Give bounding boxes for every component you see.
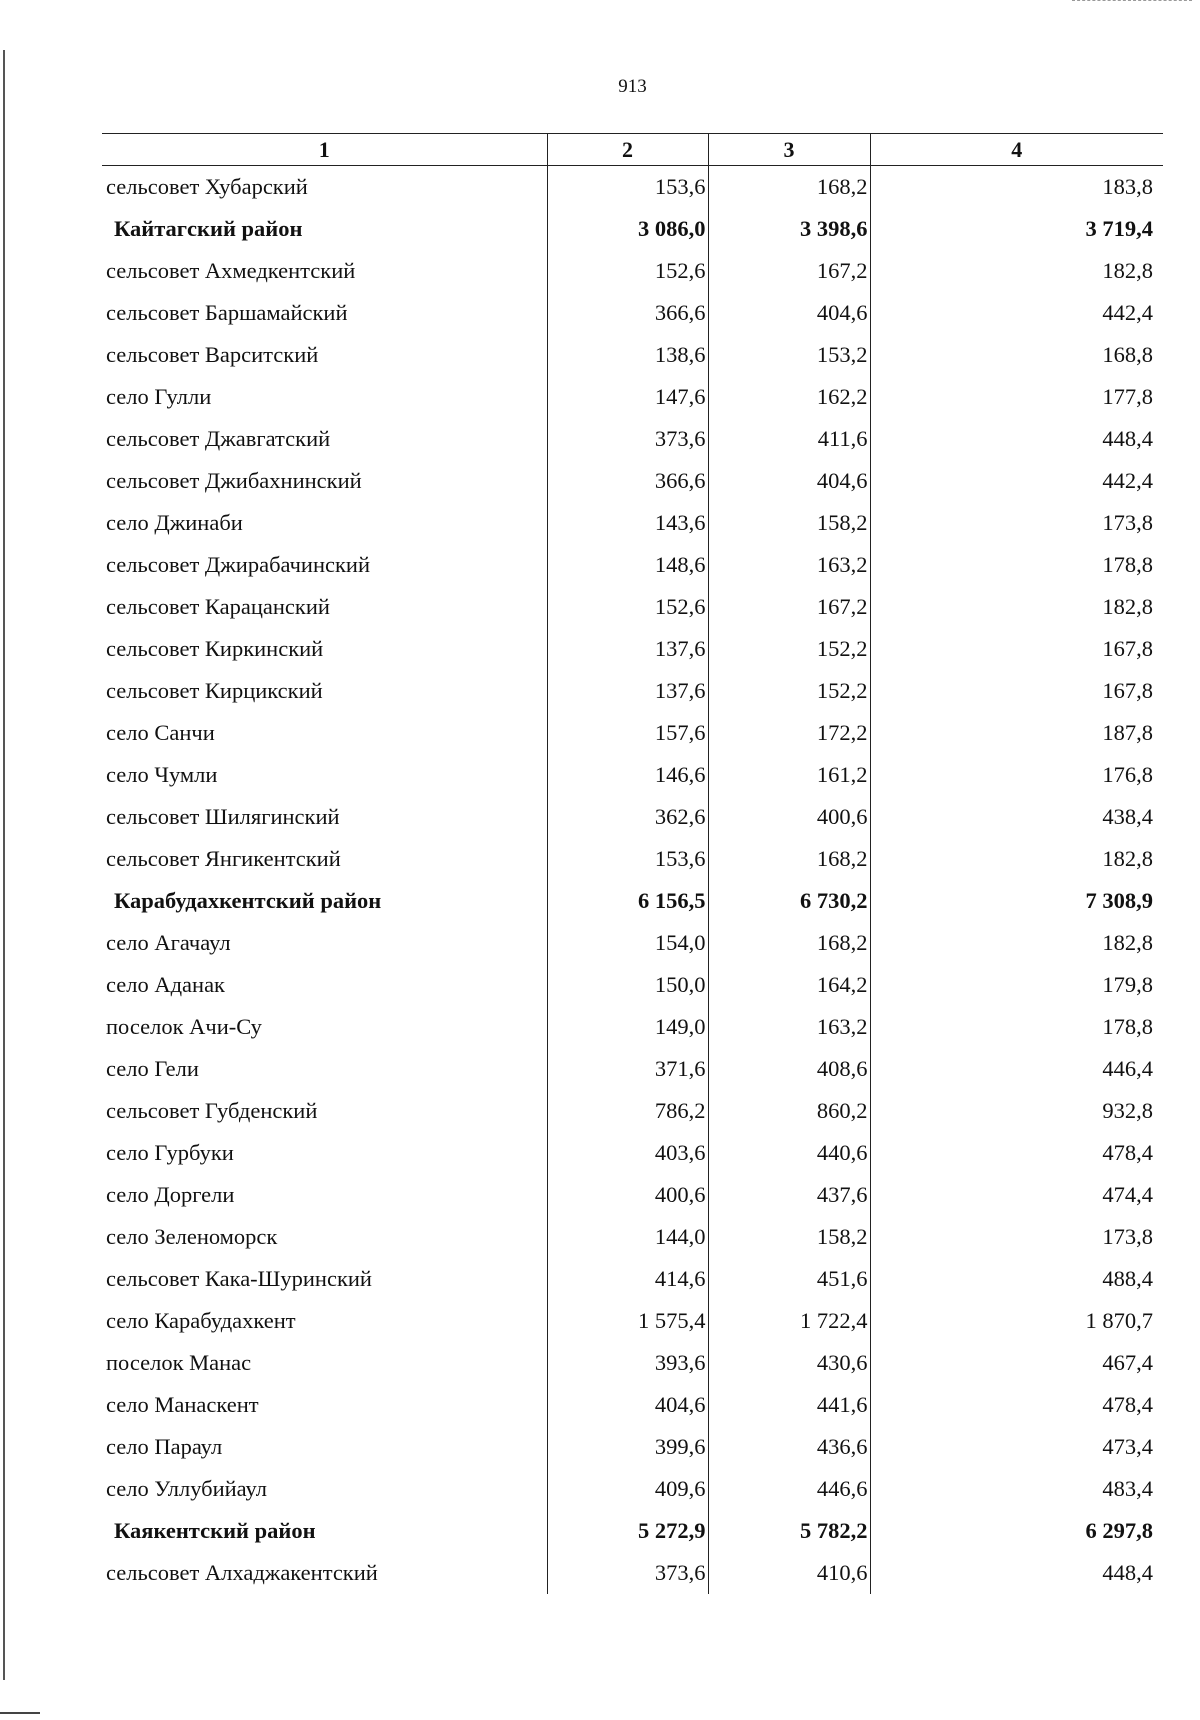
cell-value-3: 408,6 — [708, 1048, 870, 1090]
cell-value-3: 5 782,2 — [708, 1510, 870, 1552]
cell-value-4: 178,8 — [870, 544, 1163, 586]
data-table-container — [102, 133, 1163, 1594]
cell-name: сельсовет Янгикентский — [106, 846, 341, 871]
cell-value-4: 474,4 — [870, 1174, 1163, 1216]
cell-value-2: 152,6 — [547, 586, 708, 628]
column-header-1: 1 — [102, 134, 547, 166]
cell-value-2: 149,0 — [547, 1006, 708, 1048]
cell-value-4: 176,8 — [870, 754, 1163, 796]
cell-value-3: 411,6 — [708, 418, 870, 460]
cell-value-4: 448,4 — [870, 1552, 1163, 1594]
cell-value-2: 403,6 — [547, 1132, 708, 1174]
cell-value-2: 150,0 — [547, 964, 708, 1006]
cell-value-2: 153,6 — [547, 166, 708, 209]
cell-name: сельсовет Шилягинский — [106, 804, 340, 829]
cell-value-2: 137,6 — [547, 628, 708, 670]
cell-value-4: 478,4 — [870, 1132, 1163, 1174]
cell-value-4: 167,8 — [870, 628, 1163, 670]
cell-value-3: 436,6 — [708, 1426, 870, 1468]
cell-name: село Аданак — [106, 972, 225, 997]
table-row — [102, 1300, 1163, 1342]
cell-value-2: 371,6 — [547, 1048, 708, 1090]
cell-name: село Уллубийаул — [106, 1476, 268, 1501]
cell-value-2: 373,6 — [547, 418, 708, 460]
cell-value-2: 144,0 — [547, 1216, 708, 1258]
table-row — [102, 166, 1163, 209]
cell-value-4: 438,4 — [870, 796, 1163, 838]
cell-value-4: 1 870,7 — [870, 1300, 1163, 1342]
cell-value-4: 483,4 — [870, 1468, 1163, 1510]
cell-name: сельсовет Джирабачинский — [106, 552, 371, 577]
cell-name: Каякентский район — [114, 1518, 316, 1543]
cell-value-3: 172,2 — [708, 712, 870, 754]
cell-value-4: 6 297,8 — [870, 1510, 1163, 1552]
cell-value-3: 430,6 — [708, 1342, 870, 1384]
table-row — [102, 628, 1163, 670]
cell-value-4: 183,8 — [870, 166, 1163, 209]
table-row — [102, 1006, 1163, 1048]
cell-name: село Агачаул — [106, 930, 231, 955]
table-row — [102, 544, 1163, 586]
scan-corner-mark — [0, 1712, 40, 1714]
cell-value-4: 448,4 — [870, 418, 1163, 460]
table-row — [102, 670, 1163, 712]
cell-value-4: 932,8 — [870, 1090, 1163, 1132]
cell-value-2: 786,2 — [547, 1090, 708, 1132]
cell-value-2: 152,6 — [547, 250, 708, 292]
cell-name: село Гулли — [106, 384, 212, 409]
cell-name: сельсовет Кирцикский — [106, 678, 323, 703]
cell-value-3: 168,2 — [708, 838, 870, 880]
cell-value-4: 3 719,4 — [870, 208, 1163, 250]
cell-name: поселок Манас — [106, 1350, 252, 1375]
cell-value-2: 366,6 — [547, 460, 708, 502]
cell-value-2: 157,6 — [547, 712, 708, 754]
cell-value-2: 138,6 — [547, 334, 708, 376]
cell-value-2: 147,6 — [547, 376, 708, 418]
district-row — [102, 1510, 1163, 1552]
cell-value-3: 860,2 — [708, 1090, 870, 1132]
cell-value-2: 3 086,0 — [547, 208, 708, 250]
cell-name: Карабудахкентский район — [114, 888, 382, 913]
table-row — [102, 1216, 1163, 1258]
cell-value-2: 143,6 — [547, 502, 708, 544]
table-row — [102, 1174, 1163, 1216]
scan-edge-mark — [1072, 0, 1192, 2]
cell-value-2: 5 272,9 — [547, 1510, 708, 1552]
table-header — [102, 134, 1163, 166]
cell-value-2: 362,6 — [547, 796, 708, 838]
cell-name: село Гели — [106, 1056, 199, 1081]
cell-value-3: 404,6 — [708, 292, 870, 334]
table-row — [102, 796, 1163, 838]
cell-name: сельсовет Киркинский — [106, 636, 324, 661]
cell-value-4: 7 308,9 — [870, 880, 1163, 922]
cell-value-3: 437,6 — [708, 1174, 870, 1216]
cell-value-4: 179,8 — [870, 964, 1163, 1006]
table-row — [102, 922, 1163, 964]
cell-value-3: 158,2 — [708, 502, 870, 544]
cell-value-3: 153,2 — [708, 334, 870, 376]
data-table — [102, 133, 1163, 1594]
cell-value-2: 148,6 — [547, 544, 708, 586]
cell-name: сельсовет Варситский — [106, 342, 319, 367]
table-row — [102, 418, 1163, 460]
cell-name: сельсовет Губденский — [106, 1098, 318, 1123]
cell-name: Кайтагский район — [114, 216, 303, 241]
cell-value-3: 451,6 — [708, 1258, 870, 1300]
cell-value-4: 446,4 — [870, 1048, 1163, 1090]
cell-value-4: 442,4 — [870, 292, 1163, 334]
cell-value-2: 393,6 — [547, 1342, 708, 1384]
cell-value-2: 6 156,5 — [547, 880, 708, 922]
cell-value-3: 163,2 — [708, 544, 870, 586]
cell-value-3: 1 722,4 — [708, 1300, 870, 1342]
cell-value-4: 182,8 — [870, 250, 1163, 292]
cell-value-4: 182,8 — [870, 586, 1163, 628]
cell-value-2: 373,6 — [547, 1552, 708, 1594]
district-row — [102, 880, 1163, 922]
cell-name: село Чумли — [106, 762, 218, 787]
cell-value-3: 152,2 — [708, 670, 870, 712]
cell-value-4: 167,8 — [870, 670, 1163, 712]
cell-value-2: 1 575,4 — [547, 1300, 708, 1342]
cell-value-3: 3 398,6 — [708, 208, 870, 250]
cell-name: село Джинаби — [106, 510, 243, 535]
cell-value-3: 152,2 — [708, 628, 870, 670]
cell-name: сельсовет Алхаджакентский — [106, 1560, 378, 1585]
cell-value-3: 410,6 — [708, 1552, 870, 1594]
cell-name: сельсовет Карацанский — [106, 594, 330, 619]
cell-value-3: 441,6 — [708, 1384, 870, 1426]
cell-value-4: 182,8 — [870, 838, 1163, 880]
cell-name: село Зеленоморск — [106, 1224, 278, 1249]
cell-name: сельсовет Кака-Шуринский — [106, 1266, 372, 1291]
cell-value-3: 167,2 — [708, 586, 870, 628]
cell-value-3: 158,2 — [708, 1216, 870, 1258]
table-row — [102, 1384, 1163, 1426]
cell-value-4: 173,8 — [870, 502, 1163, 544]
page-number: 913 — [618, 76, 647, 97]
table-row — [102, 712, 1163, 754]
table-row — [102, 1132, 1163, 1174]
table-row — [102, 1426, 1163, 1468]
cell-name: село Карабудахкент — [106, 1308, 296, 1333]
cell-name: сельсовет Ахмедкентский — [106, 258, 356, 283]
district-row — [102, 208, 1163, 250]
cell-value-2: 146,6 — [547, 754, 708, 796]
table-row — [102, 1090, 1163, 1132]
table-row — [102, 964, 1163, 1006]
cell-value-3: 400,6 — [708, 796, 870, 838]
cell-value-3: 164,2 — [708, 964, 870, 1006]
cell-value-2: 137,6 — [547, 670, 708, 712]
cell-value-4: 467,4 — [870, 1342, 1163, 1384]
cell-value-4: 173,8 — [870, 1216, 1163, 1258]
table-row — [102, 1048, 1163, 1090]
cell-value-2: 154,0 — [547, 922, 708, 964]
cell-value-4: 178,8 — [870, 1006, 1163, 1048]
table-row — [102, 838, 1163, 880]
table-row — [102, 460, 1163, 502]
cell-name: село Гурбуки — [106, 1140, 234, 1165]
table-row — [102, 292, 1163, 334]
cell-value-2: 153,6 — [547, 838, 708, 880]
cell-value-2: 400,6 — [547, 1174, 708, 1216]
table-row — [102, 754, 1163, 796]
cell-value-2: 409,6 — [547, 1468, 708, 1510]
scan-margin-line — [3, 50, 5, 1680]
table-row — [102, 1468, 1163, 1510]
cell-value-2: 366,6 — [547, 292, 708, 334]
cell-value-4: 442,4 — [870, 460, 1163, 502]
cell-value-3: 161,2 — [708, 754, 870, 796]
cell-name: поселок Ачи-Су — [106, 1014, 262, 1039]
cell-name: село Манаскент — [106, 1392, 259, 1417]
cell-value-4: 187,8 — [870, 712, 1163, 754]
cell-value-3: 440,6 — [708, 1132, 870, 1174]
cell-name: сельсовет Хубарский — [106, 174, 308, 199]
table-row — [102, 1552, 1163, 1594]
cell-value-3: 6 730,2 — [708, 880, 870, 922]
table-body — [102, 166, 1163, 1595]
table-row — [102, 1258, 1163, 1300]
cell-name: село Параул — [106, 1434, 223, 1459]
cell-name: сельсовет Джибахнинский — [106, 468, 362, 493]
column-header-2: 2 — [547, 134, 708, 166]
header-row — [102, 134, 1163, 166]
cell-value-4: 168,8 — [870, 334, 1163, 376]
cell-value-2: 404,6 — [547, 1384, 708, 1426]
cell-value-3: 162,2 — [708, 376, 870, 418]
column-header-3: 3 — [708, 134, 870, 166]
cell-value-3: 163,2 — [708, 1006, 870, 1048]
cell-value-2: 414,6 — [547, 1258, 708, 1300]
cell-value-4: 478,4 — [870, 1384, 1163, 1426]
cell-value-3: 446,6 — [708, 1468, 870, 1510]
table-row — [102, 586, 1163, 628]
cell-value-3: 168,2 — [708, 166, 870, 209]
cell-name: сельсовет Баршамайский — [106, 300, 348, 325]
cell-value-4: 177,8 — [870, 376, 1163, 418]
cell-value-4: 182,8 — [870, 922, 1163, 964]
cell-value-4: 473,4 — [870, 1426, 1163, 1468]
cell-name: село Доргели — [106, 1182, 235, 1207]
cell-name: сельсовет Джавгатский — [106, 426, 331, 451]
table-row — [102, 376, 1163, 418]
cell-value-4: 488,4 — [870, 1258, 1163, 1300]
cell-value-3: 167,2 — [708, 250, 870, 292]
cell-value-3: 404,6 — [708, 460, 870, 502]
cell-value-3: 168,2 — [708, 922, 870, 964]
table-row — [102, 1342, 1163, 1384]
table-row — [102, 250, 1163, 292]
table-row — [102, 334, 1163, 376]
cell-value-2: 399,6 — [547, 1426, 708, 1468]
table-row — [102, 502, 1163, 544]
cell-name: село Санчи — [106, 720, 215, 745]
column-header-4: 4 — [870, 134, 1163, 166]
